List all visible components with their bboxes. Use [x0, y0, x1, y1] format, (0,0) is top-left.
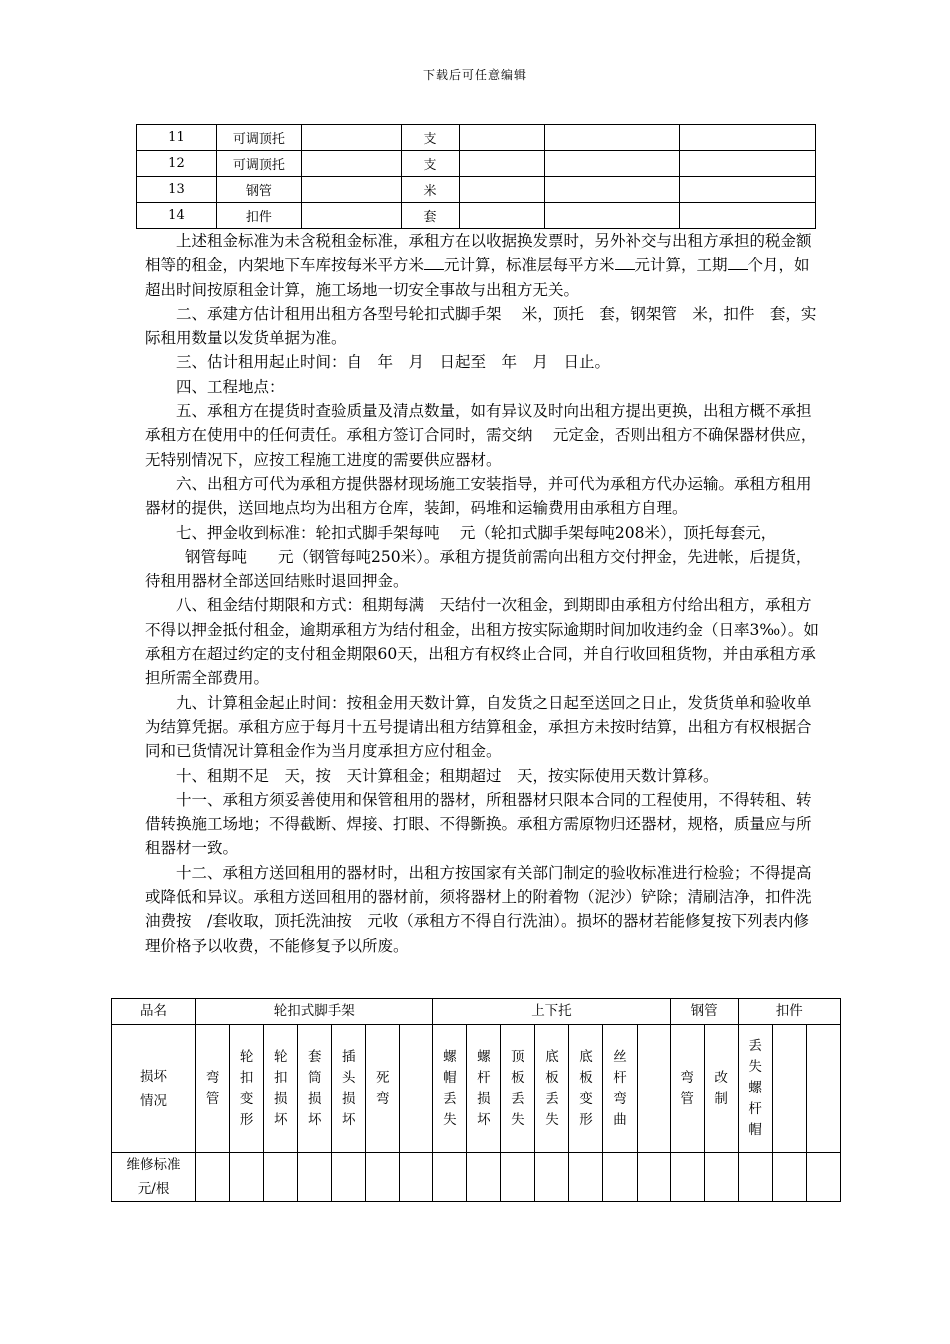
clause-9: 九、计算租金起止时间：按租金用天数计算，自发货之日起至送回之日止，发货货单和验收单为结算凭据。承租方应于每月十五号提请出租方结算租金，承担方未按时结算，出租方有权根据合同和已货情况计算租金作为当月度承担方应付租金。 — [145, 693, 812, 761]
item-unit: 支 — [401, 125, 459, 151]
item-name: 钢管 — [216, 177, 301, 203]
item-spec — [301, 177, 401, 203]
clause-2: 二、承建方估计租用出租方各型号轮扣式脚手架 米，顶托 套，钢架管 米，扣件 套，实际租用数量以发货单据为准。 — [145, 304, 817, 348]
clause-10: 十、租期不足 天，按 天计算租金；租期超过 天，按实际使用天数计算移。 — [176, 766, 719, 785]
damage-type: 死弯 — [376, 1069, 390, 1107]
item-name: 扣件 — [216, 203, 301, 229]
clause-7-continued: 钢管每吨 元（钢管每吨250米）。承租方提货前需向出租方交付押金，先进帐，后提货，待租用器材全部送回结账时退回押金。 — [145, 547, 812, 591]
item-price — [545, 151, 680, 177]
damage-type: 改制 — [714, 1069, 728, 1107]
table-cell — [196, 1153, 230, 1202]
damage-type: 底板变形 — [579, 1048, 593, 1128]
item-quantity — [459, 203, 545, 229]
item-no: 12 — [137, 151, 217, 177]
damage-type: 轮扣损坏 — [273, 1048, 288, 1128]
repair-label — [112, 1153, 196, 1202]
table-row — [112, 1153, 841, 1202]
table-cell — [264, 1153, 298, 1202]
damage-label-text: 损坏情况 — [140, 1068, 168, 1109]
header-note: 下载后可任意编辑 — [422, 68, 527, 82]
blank-field — [424, 255, 444, 270]
table-cell — [501, 1153, 535, 1202]
repair-price-table — [111, 998, 841, 1202]
item-no: 14 — [137, 203, 217, 229]
damage-type: 丝杆弯曲 — [613, 1048, 627, 1128]
table-cell — [806, 1153, 840, 1202]
table-cell — [332, 1025, 366, 1153]
item-remark — [680, 125, 816, 151]
group-header: 扣件 — [738, 999, 840, 1025]
table-cell — [569, 1153, 603, 1202]
product-label: 品名 — [112, 999, 196, 1025]
item-unit: 套 — [401, 203, 459, 229]
table-cell — [230, 1153, 264, 1202]
table-cell — [264, 1025, 298, 1153]
clause-4: 四、工程地点： — [176, 377, 285, 396]
table-cell — [400, 1025, 433, 1153]
table-cell — [637, 1025, 670, 1153]
clause-12: 十二、承租方送回租用的器材时，出租方按国家有关部门制定的验收标准进行检验；不得提高或降低和异议。承租方送回租用的器材前，须将器材上的附着物（泥沙）铲除；清刷洁净，扣件洗油费按 /套收取，顶托洗油按 元收（承租方不得自行洗油）。损坏的器材若能修复按下列表内修理价格予以收费，不能修复予以所废。 — [145, 863, 812, 955]
clause-8: 八、租金结付期限和方式：租期每满 天结付一次租金，到期即由承租方付给出租方，承租方不得以押金抵付租金，逾期承租方为结付租金，出租方按实际逾期时间加收违约金（日率3‰）。如承租方在超过约定的支付租金期限60天，出租方有权终止合同，并自行收回租货物，并由承租方承担所需全部费用。 — [145, 596, 819, 688]
table-cell — [467, 1025, 501, 1153]
item-spec — [301, 203, 401, 229]
damage-type: 螺帽丢失 — [443, 1048, 457, 1128]
table-row — [137, 177, 816, 203]
item-spec — [301, 151, 401, 177]
table-cell — [738, 1153, 772, 1202]
item-name: 可调顶托 — [216, 151, 301, 177]
table-cell — [603, 1025, 637, 1153]
damage-label — [112, 1025, 196, 1153]
group-header: 钢管 — [670, 999, 738, 1025]
table-cell — [433, 1025, 467, 1153]
table-cell — [535, 1153, 569, 1202]
damage-type: 螺杆损坏 — [477, 1048, 491, 1128]
item-remark — [680, 177, 816, 203]
table-cell — [704, 1025, 738, 1153]
table-cell — [603, 1153, 637, 1202]
item-name: 可调顶托 — [216, 125, 301, 151]
repair-label-text: 维修标准元/根 — [126, 1157, 181, 1197]
blank-field — [728, 255, 748, 270]
table-cell — [230, 1025, 264, 1153]
damage-type: 底板丢失 — [545, 1048, 559, 1128]
table-cell — [196, 1025, 230, 1153]
table-cell — [704, 1153, 738, 1202]
damage-type: 弯管 — [205, 1069, 220, 1107]
damage-type: 弯管 — [680, 1069, 694, 1107]
table-cell — [366, 1025, 400, 1153]
table-cell — [366, 1153, 400, 1202]
clause-7: 七、押金收到标准：轮扣式脚手架每吨 元（轮扣式脚手架每吨208米），顶托每套元， — [176, 523, 777, 542]
damage-type: 插头损坏 — [342, 1048, 356, 1128]
item-remark — [680, 203, 816, 229]
clause-11: 十一、承租方须妥善使用和保管租用的器材，所租器材只限本合同的工程使用，不得转租、转借转换施工场地；不得截断、焊接、打眼、不得斵换。承租方需原物归还器材，规格，质量应与所租器材一致。 — [145, 790, 812, 858]
table-row — [137, 125, 816, 151]
table-cell — [501, 1025, 535, 1153]
table-row — [137, 151, 816, 177]
item-price — [545, 177, 680, 203]
clause-6: 六、出租方可代为承租方提供器材现场施工安装指导，并可代为承租方代办运输。承租方租用器材的提供，送回地点均为出租方仓库，装卸，码堆和运输费用由承租方自理。 — [145, 474, 812, 518]
group-header: 上下托 — [433, 999, 670, 1025]
clause-text: 上述租金标准为未含税租金标准，承租方在以收据换发票时，另外补交与出租方承担的税金额相等的租金，内架地下车库按每米平方米 — [145, 232, 812, 275]
table-cell — [433, 1153, 467, 1202]
table-cell — [738, 1025, 772, 1153]
blank-field — [615, 255, 635, 270]
item-price — [545, 125, 680, 151]
item-unit: 支 — [401, 151, 459, 177]
item-price — [545, 203, 680, 229]
rental-items-table — [136, 124, 816, 229]
clause-rent-standard — [145, 229, 821, 302]
item-no: 11 — [137, 125, 217, 151]
clause-text: 元计算，工期 — [634, 256, 728, 275]
item-spec — [301, 125, 401, 151]
damage-type: 丢失螺杆帽 — [748, 1038, 762, 1138]
table-cell — [400, 1153, 433, 1202]
damage-type: 顶板丢失 — [511, 1048, 525, 1128]
table-cell — [467, 1153, 501, 1202]
clause-text: 元计算，标准层每平方米 — [444, 256, 615, 275]
table-cell — [332, 1153, 366, 1202]
item-remark — [680, 151, 816, 177]
damage-type: 套筒损坏 — [307, 1048, 322, 1128]
table-cell — [670, 1153, 704, 1202]
table-row — [112, 1025, 841, 1153]
table-cell — [298, 1025, 332, 1153]
table-cell — [637, 1153, 670, 1202]
item-quantity — [459, 125, 545, 151]
damage-type: 轮扣变形 — [239, 1048, 254, 1128]
table-cell — [670, 1025, 704, 1153]
group-header: 轮扣式脚手架 — [196, 999, 433, 1025]
contract-body — [145, 229, 821, 958]
item-no: 13 — [137, 177, 217, 203]
table-cell — [535, 1025, 569, 1153]
clause-text: 个月，如超出时间按原租金计算，施工场地一切安全事故与出租方无关。 — [145, 256, 810, 299]
table-row — [137, 203, 816, 229]
table-cell — [772, 1153, 806, 1202]
table-row — [112, 999, 841, 1025]
item-unit: 米 — [401, 177, 459, 203]
clause-5: 五、承租方在提货时查验质量及清点数量，如有异议及时向出租方提出更换，出租方概不承担承租方在使用中的任何责任。承租方签订合同时，需交纳 元定金，否则出租方不确保器材供应，无特别情况下，应按工程施工进度的需要供应器材。 — [145, 402, 817, 469]
item-quantity — [459, 177, 545, 203]
clause-3: 三、估计租用起止时间：自 年 月 日起至 年 月 日止。 — [176, 353, 611, 372]
table-cell — [569, 1025, 603, 1153]
table-cell — [298, 1153, 332, 1202]
table-cell — [806, 1025, 840, 1153]
table-cell — [772, 1025, 806, 1153]
item-quantity — [459, 151, 545, 177]
